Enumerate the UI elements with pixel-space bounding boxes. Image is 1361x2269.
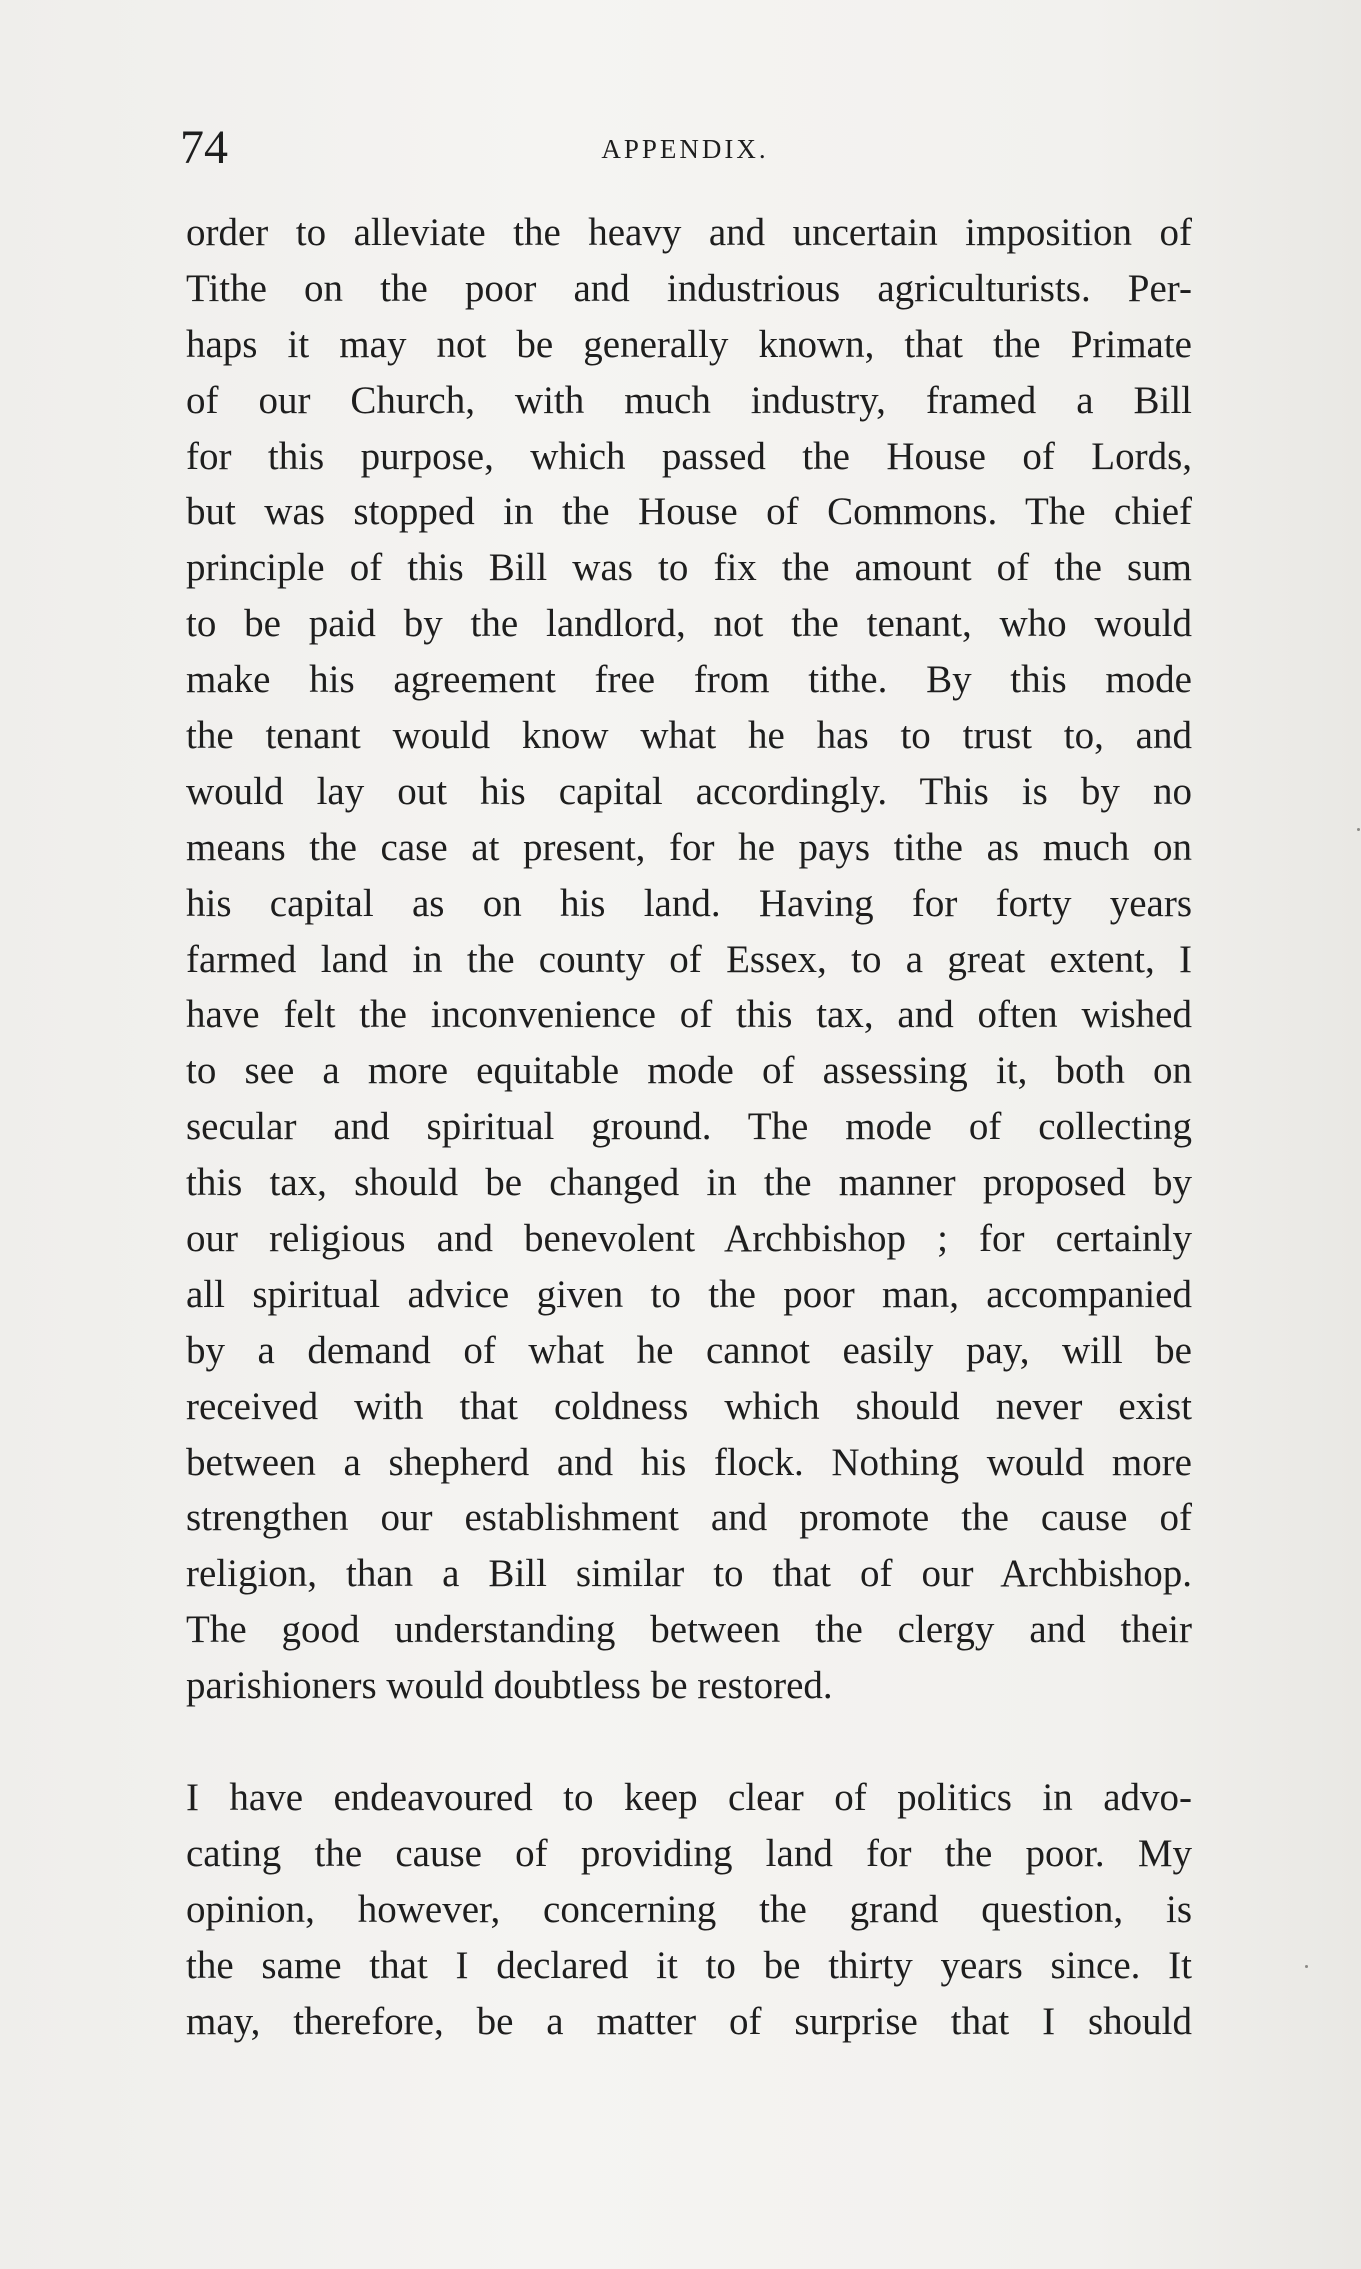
text-line: make his agreement free from tithe. By this mode [186,658,1192,702]
text-line: farmed land in the county of Essex, to a great extent, I [186,937,1192,981]
text-line: but was stopped in the House of Commons. The chief [186,490,1192,534]
page-body [186,205,1192,2050]
paragraph [186,205,1192,1714]
text-line: by a demand of what he cannot easily pay, will be [186,1328,1192,1372]
paper-speck [1357,828,1360,831]
text-line: to be paid by the landlord, not the tenant, who would [186,602,1192,646]
text-line: to see a more equitable mode of assessing it, both on [186,1049,1192,1093]
text-line: have felt the inconvenience of this tax, and often wished [186,993,1192,1037]
text-line: would lay out his capital accordingly. This is by no [186,769,1192,813]
page-number: 74 [180,121,228,174]
running-head: APPENDIX. [601,134,769,164]
text-line: religion, than a Bill similar to that of our Archbishop. [186,1552,1192,1596]
text-line: for this purpose, which passed the House of Lords, [186,434,1192,478]
text-line: cating the cause of providing land for the poor. My [186,1831,1192,1875]
page-header [180,118,1190,178]
paragraph [186,1770,1192,2049]
text-line: Tithe on the poor and industrious agriculturists. Per- [186,266,1192,310]
text-line: of our Church, with much industry, framed a Bill [186,378,1192,422]
text-line: between a shepherd and his flock. Nothing would more [186,1440,1192,1484]
text-line: haps it may not be generally known, that the Primate [186,322,1192,366]
text-line: principle of this Bill was to fix the amount of the sum [186,546,1192,590]
text-line: received with that coldness which should never exist [186,1384,1192,1428]
text-line: may, therefore, be a matter of surprise that I should [186,1999,1192,2043]
paper-speck [1305,1965,1308,1968]
text-line: this tax, should be changed in the manner proposed by [186,1161,1192,1205]
text-line: opinion, however, concerning the grand question, is [186,1887,1192,1931]
text-line: his capital as on his land. Having for forty years [186,881,1192,925]
text-line: strengthen our establishment and promote the cause of [186,1496,1192,1540]
text-line: The good understanding between the clergy and their [186,1608,1192,1652]
paragraph-gap [186,1714,1192,1770]
text-line: the tenant would know what he has to trust to, and [186,714,1192,758]
text-line: the same that I declared it to be thirty years since. It [186,1943,1192,1987]
text-line: all spiritual advice given to the poor man, accompanied [186,1272,1192,1316]
text-line: parishioners would doubtless be restored. [186,1664,833,1708]
text-line: secular and spiritual ground. The mode of collecting [186,1105,1192,1149]
text-line: order to alleviate the heavy and uncertain imposition of [186,211,1192,254]
text-line: our religious and benevolent Archbishop ; for certainly [186,1217,1192,1261]
text-line: I have endeavoured to keep clear of politics in advo- [186,1776,1192,1820]
text-line: means the case at present, for he pays tithe as much on [186,825,1192,869]
